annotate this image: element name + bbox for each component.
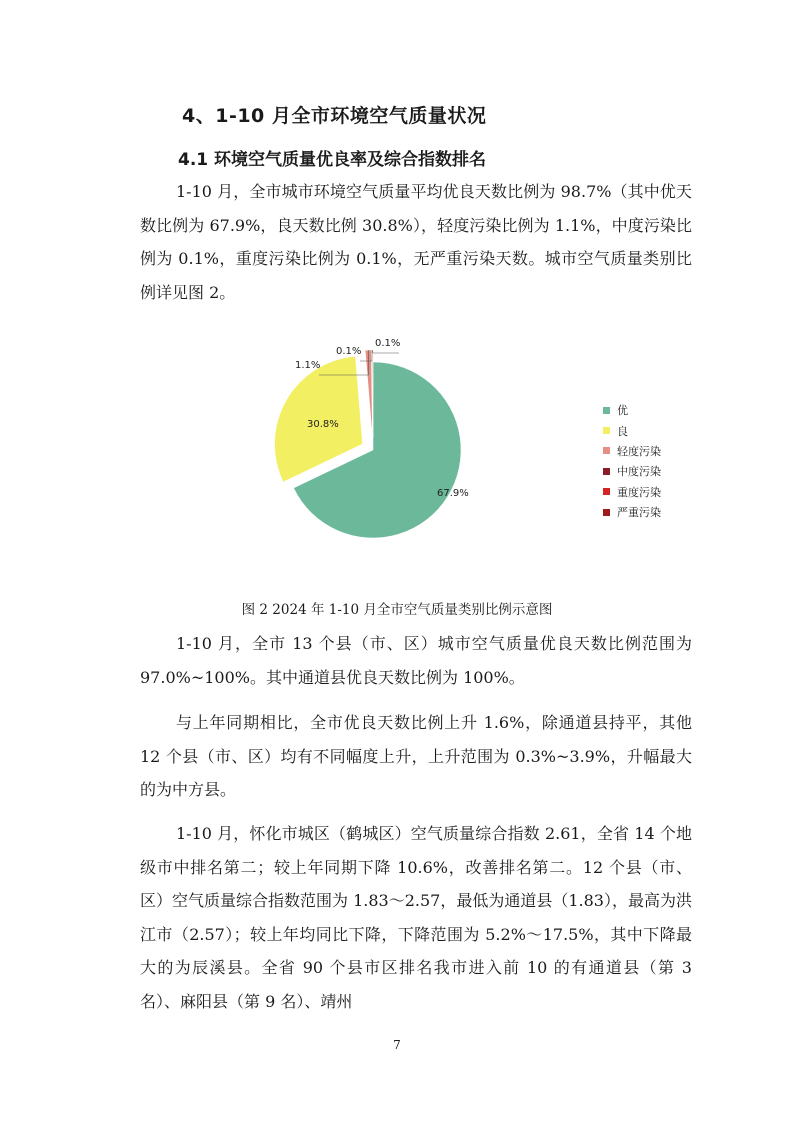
- pie-label-0: 67.9%: [437, 488, 469, 499]
- pie-label-4: 0.1%: [375, 338, 401, 349]
- paragraph-4: 1-10 月，怀化市城区（鹤城区）空气质量综合指数 2.61，全省 14 个地级市中排名第二；较上年同期下降 10.6%，改善排名第二。12 个县（市、区）空气质量综合指数范围为 1.83～2.57，最低为通道县（1.83），最高为洪江市（2.57）；较上年均同比下降，下降范围为 5.2%～17.5%，其中下降最大的为辰溪县。全省 90 个县市区排名我市进入前 10 的有通道县（第 3 名）、麻阳县（第 9 名）、靖州: [140, 824, 692, 1011]
- legend-swatch: [603, 488, 610, 495]
- legend-swatch: [603, 468, 610, 475]
- paragraph-2: 1-10 月，全市 13 个县（市、区）城市空气质量优良天数比例范围为 97.0%~100%。其中通道县优良天数比例为 100%。: [140, 634, 692, 687]
- legend-label: 严重污染: [617, 506, 661, 520]
- legend-label: 轻度污染: [617, 444, 661, 458]
- paragraph-1: 1-10 月，全市城市环境空气质量平均优良天数比例为 98.7%（其中优天数比例为 67.9%，良天数比例 30.8%），轻度污染比例为 1.1%，中度污染比例为 0.1%，重度污染比例为 0.1%，无严重污染天数。城市空气质量类别比例详见图 2。: [140, 182, 692, 302]
- pie-label-2: 1.1%: [295, 360, 321, 371]
- legend-swatch: [603, 427, 610, 434]
- pie-chart: [255, 330, 695, 570]
- figure-caption: 图 2 2024 年 1-10 月全市空气质量类别比例示意图: [241, 602, 553, 618]
- pie-label-3: 0.1%: [336, 346, 362, 357]
- legend-item: [603, 420, 661, 440]
- legend-label: 优: [617, 404, 628, 418]
- legend-item: [603, 461, 661, 481]
- subsection-heading: 4.1 环境空气质量优良率及综合指数排名: [178, 150, 487, 170]
- legend-label: 重度污染: [617, 485, 661, 499]
- legend-label: 中度污染: [617, 465, 661, 479]
- page-number: 7: [393, 1038, 401, 1052]
- legend-swatch: [603, 407, 610, 414]
- legend-item: [603, 400, 661, 420]
- chart-legend: [603, 400, 661, 522]
- leader-line-4: [373, 350, 399, 353]
- legend-label: 良: [617, 424, 628, 438]
- legend-swatch: [603, 509, 610, 516]
- section-heading: 4、1-10 月全市环境空气质量状况: [182, 105, 487, 127]
- paragraph-3: 与上年同期相比，全市优良天数比例上升 1.6%，除通道县持平，其他 12 个县（市、区）均有不同幅度上升，上升范围为 0.3%~3.9%，升幅最大的为中方县。: [140, 713, 692, 799]
- legend-swatch: [603, 447, 610, 454]
- legend-item: [603, 441, 661, 461]
- legend-item: [603, 502, 661, 522]
- pie-label-1: 30.8%: [307, 419, 339, 430]
- pie-slice-2: [365, 350, 372, 438]
- legend-item: [603, 482, 661, 502]
